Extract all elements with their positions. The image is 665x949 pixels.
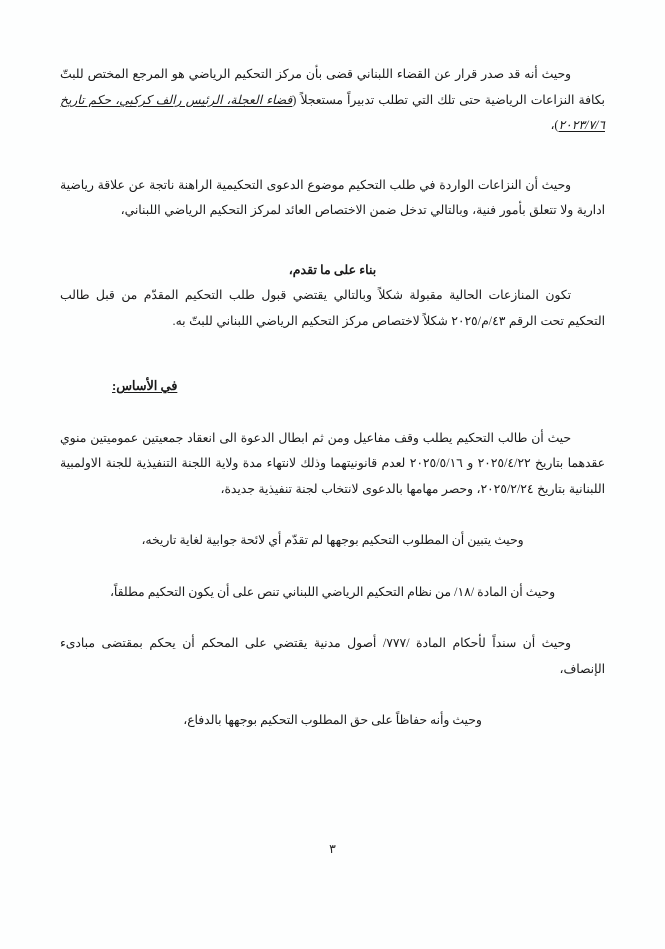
paragraph-right-of-defense: وحيث وأنه حفاظاً على حق المطلوب التحكيم بوجهها بالدفاع،: [183, 713, 482, 727]
spacer: [60, 334, 605, 374]
paragraph-court-decision: [60, 62, 605, 139]
document-body: [60, 62, 605, 734]
spacer: [60, 139, 605, 173]
heading-on-the-merits: [60, 374, 605, 400]
paragraph-court-decision-text: وحيث أنه قد صدر قرار عن القضاء اللبناني قضى بأن مركز التحكيم الرياضي هو المرجع المختص للبتّ بكافة النزاعات الرياضية حتى تلك التي تطلب تدبيراً مستعجلاً (: [60, 67, 605, 107]
citation-reference: قضاء العجلة، الرئيس رالف كركبي، حكم تاريخ ٢٠٢٣/٧/٦: [60, 92, 605, 132]
spacer: [60, 682, 605, 708]
heading-based-on-foregoing: بناء على ما تقدم،: [288, 262, 377, 277]
paragraph-article-777: وحيث أن سنداً لأحكام المادة /٧٧٧/ أصول مدنية يقتضي على المحكم أن يحكم بمقتضى مبادىء الإنصاف،: [60, 636, 605, 676]
spacer: [60, 224, 605, 258]
paragraph-jurisdiction: وحيث أن النزاعات الواردة في طلب التحكيم موضوع الدعوى التحكيمية الراهنة ناتجة عن علاقة رياضية ادارية ولا تتعلق بأمور فنية، وبالتالي تدخل ضمن الاختصاص العائد لمركز التحكيم الرياضي اللبناني،: [60, 177, 605, 217]
spacer: [60, 605, 605, 631]
spacer: [60, 400, 605, 426]
spacer: [60, 554, 605, 580]
page-number: ٣: [329, 842, 336, 856]
paragraph-claimant-request: حيث أن طالب التحكيم يطلب وقف مفاعيل ومن ثم ابطال الدعوة الى انعقاد جمعيتين عموميتين منوي عقدهما بتاريخ ٢٠٢٥/٤/٢٢ و ٢٠٢٥/٥/١٦ لعدم قانونيتهما وذلك لانتهاء مدة ولاية اللجنة التنفيذية للجنة الاولمبية اللبنانية بتاريخ ٢٠٢٥/٢/٢٤، وحصر مهامها بالدعوى لانتخاب لجنة تنفيذية جديدة،: [60, 430, 605, 496]
paragraph-admissibility: تكون المنازعات الحالية مقبولة شكلاً وبالتالي يقتضي قبول طلب التحكيم المقدّم من قبل طالب التحكيم تحت الرقم ٤٣/م/٢٠٢٥ شكلاً لاختصاص مركز التحكيم الرياضي اللبناني للبتّ به.: [60, 288, 605, 328]
citation-tail: )،: [550, 118, 559, 132]
heading-on-the-merits-label: في الأساس:: [112, 379, 178, 393]
paragraph-no-response: وحيث يتبين أن المطلوب التحكيم بوجهها لم تقدّم أي لائحة جوابية لغاية تاريخه،: [141, 533, 524, 547]
paragraph-article-18: وحيث أن المادة /١٨/ من نظام التحكيم الرياضي اللبناني تنص على أن يكون التحكيم مطلقاً،: [109, 584, 556, 599]
spacer: [60, 502, 605, 528]
